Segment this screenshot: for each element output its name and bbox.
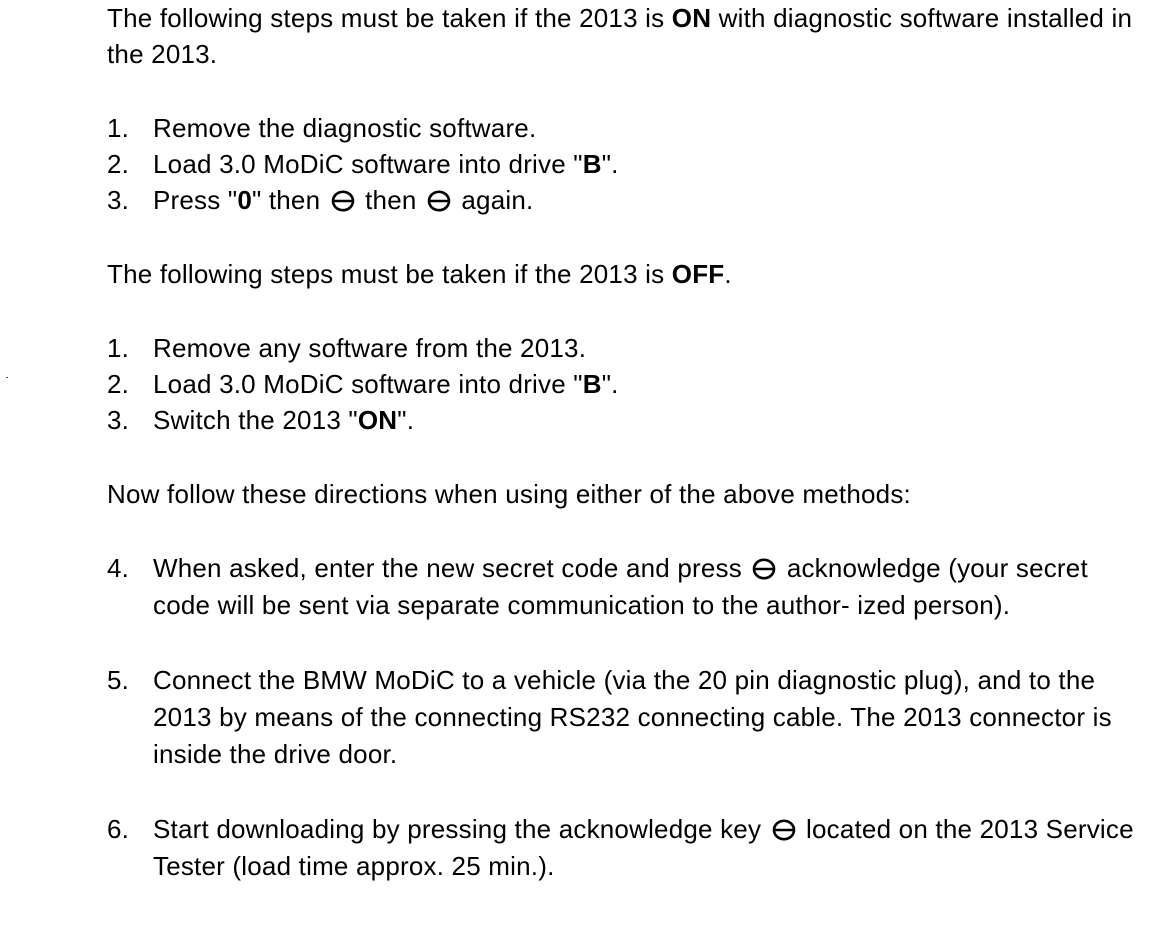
step-text: " then (252, 185, 328, 215)
directions-intro: Now follow these directions when using either of the above methods: (107, 479, 911, 509)
list-item (107, 146, 1147, 182)
intro-off-text-b: . (724, 259, 732, 289)
step-text: When asked, enter the new secret code and press (153, 553, 750, 583)
step-bold: B (582, 149, 602, 179)
step-number: 5. (107, 665, 130, 695)
step-text: Press " (153, 185, 238, 215)
step-text: Remove any software from the 2013. (153, 333, 587, 363)
scan-speck (6, 377, 8, 378)
list-item (107, 550, 1147, 624)
list-item (107, 402, 1147, 438)
step-text: Start downloading by pressing the acknowledge key (153, 814, 769, 844)
intro-on-bold: ON (671, 3, 712, 33)
steps-on-list (107, 110, 1147, 218)
acknowledge-key-icon (331, 190, 355, 212)
list-item (107, 182, 1147, 218)
intro-off-text-a: The following steps must be taken if the 2013 is (107, 259, 672, 289)
step-text: located on the 2013 Service Tester (load time approx. 25 min.). (153, 814, 1134, 881)
acknowledge-key-icon (427, 190, 451, 212)
step-number: 3. (107, 185, 130, 215)
step-text: then (357, 185, 424, 215)
intro-on-text-b: with diagnostic software installed in the 2013. (107, 3, 1133, 69)
directions-list (107, 550, 1147, 885)
list-item (107, 662, 1147, 773)
step-number: 3. (107, 405, 130, 435)
list-item (107, 330, 1147, 366)
step-text: Remove the diagnostic software. (153, 113, 537, 143)
step-bold: 0 (237, 185, 252, 215)
acknowledge-key-icon (752, 558, 776, 580)
step-text: acknowledge (your secret code will be sent via separate communication to the author- ized person). (153, 553, 1088, 620)
step-number: 6. (107, 814, 130, 844)
step-number: 4. (107, 553, 130, 583)
step-text: Load 3.0 MoDiC software into drive " (153, 369, 583, 399)
list-item (107, 110, 1147, 146)
step-number: 1. (107, 113, 130, 143)
steps-off-list (107, 330, 1147, 438)
acknowledge-key-icon (772, 819, 796, 841)
step-text: Switch the 2013 " (153, 405, 358, 435)
document-page (107, 0, 1147, 885)
intro-off-bold: OFF (671, 259, 725, 289)
step-text: ". (601, 369, 619, 399)
step-text: ". (397, 405, 415, 435)
list-item (107, 366, 1147, 402)
step-number: 1. (107, 333, 130, 363)
intro-off (107, 256, 1147, 292)
step-bold: B (582, 369, 602, 399)
step-number: 2. (107, 149, 130, 179)
step-text: again. (453, 185, 534, 215)
step-number: 2. (107, 369, 130, 399)
step-text: Load 3.0 MoDiC software into drive " (153, 149, 583, 179)
step-bold: ON (357, 405, 398, 435)
intro-on (107, 0, 1147, 72)
step-text: Connect the BMW MoDiC to a vehicle (via the 20 pin diagnostic plug), and to the 2013 by means of the connecting RS232 connecting cable. The 2013 connector is inside the drive door. (153, 665, 1112, 769)
list-item (107, 811, 1147, 885)
intro-on-text-a: The following steps must be taken if the 2013 is (107, 3, 672, 33)
step-text: ". (601, 149, 619, 179)
